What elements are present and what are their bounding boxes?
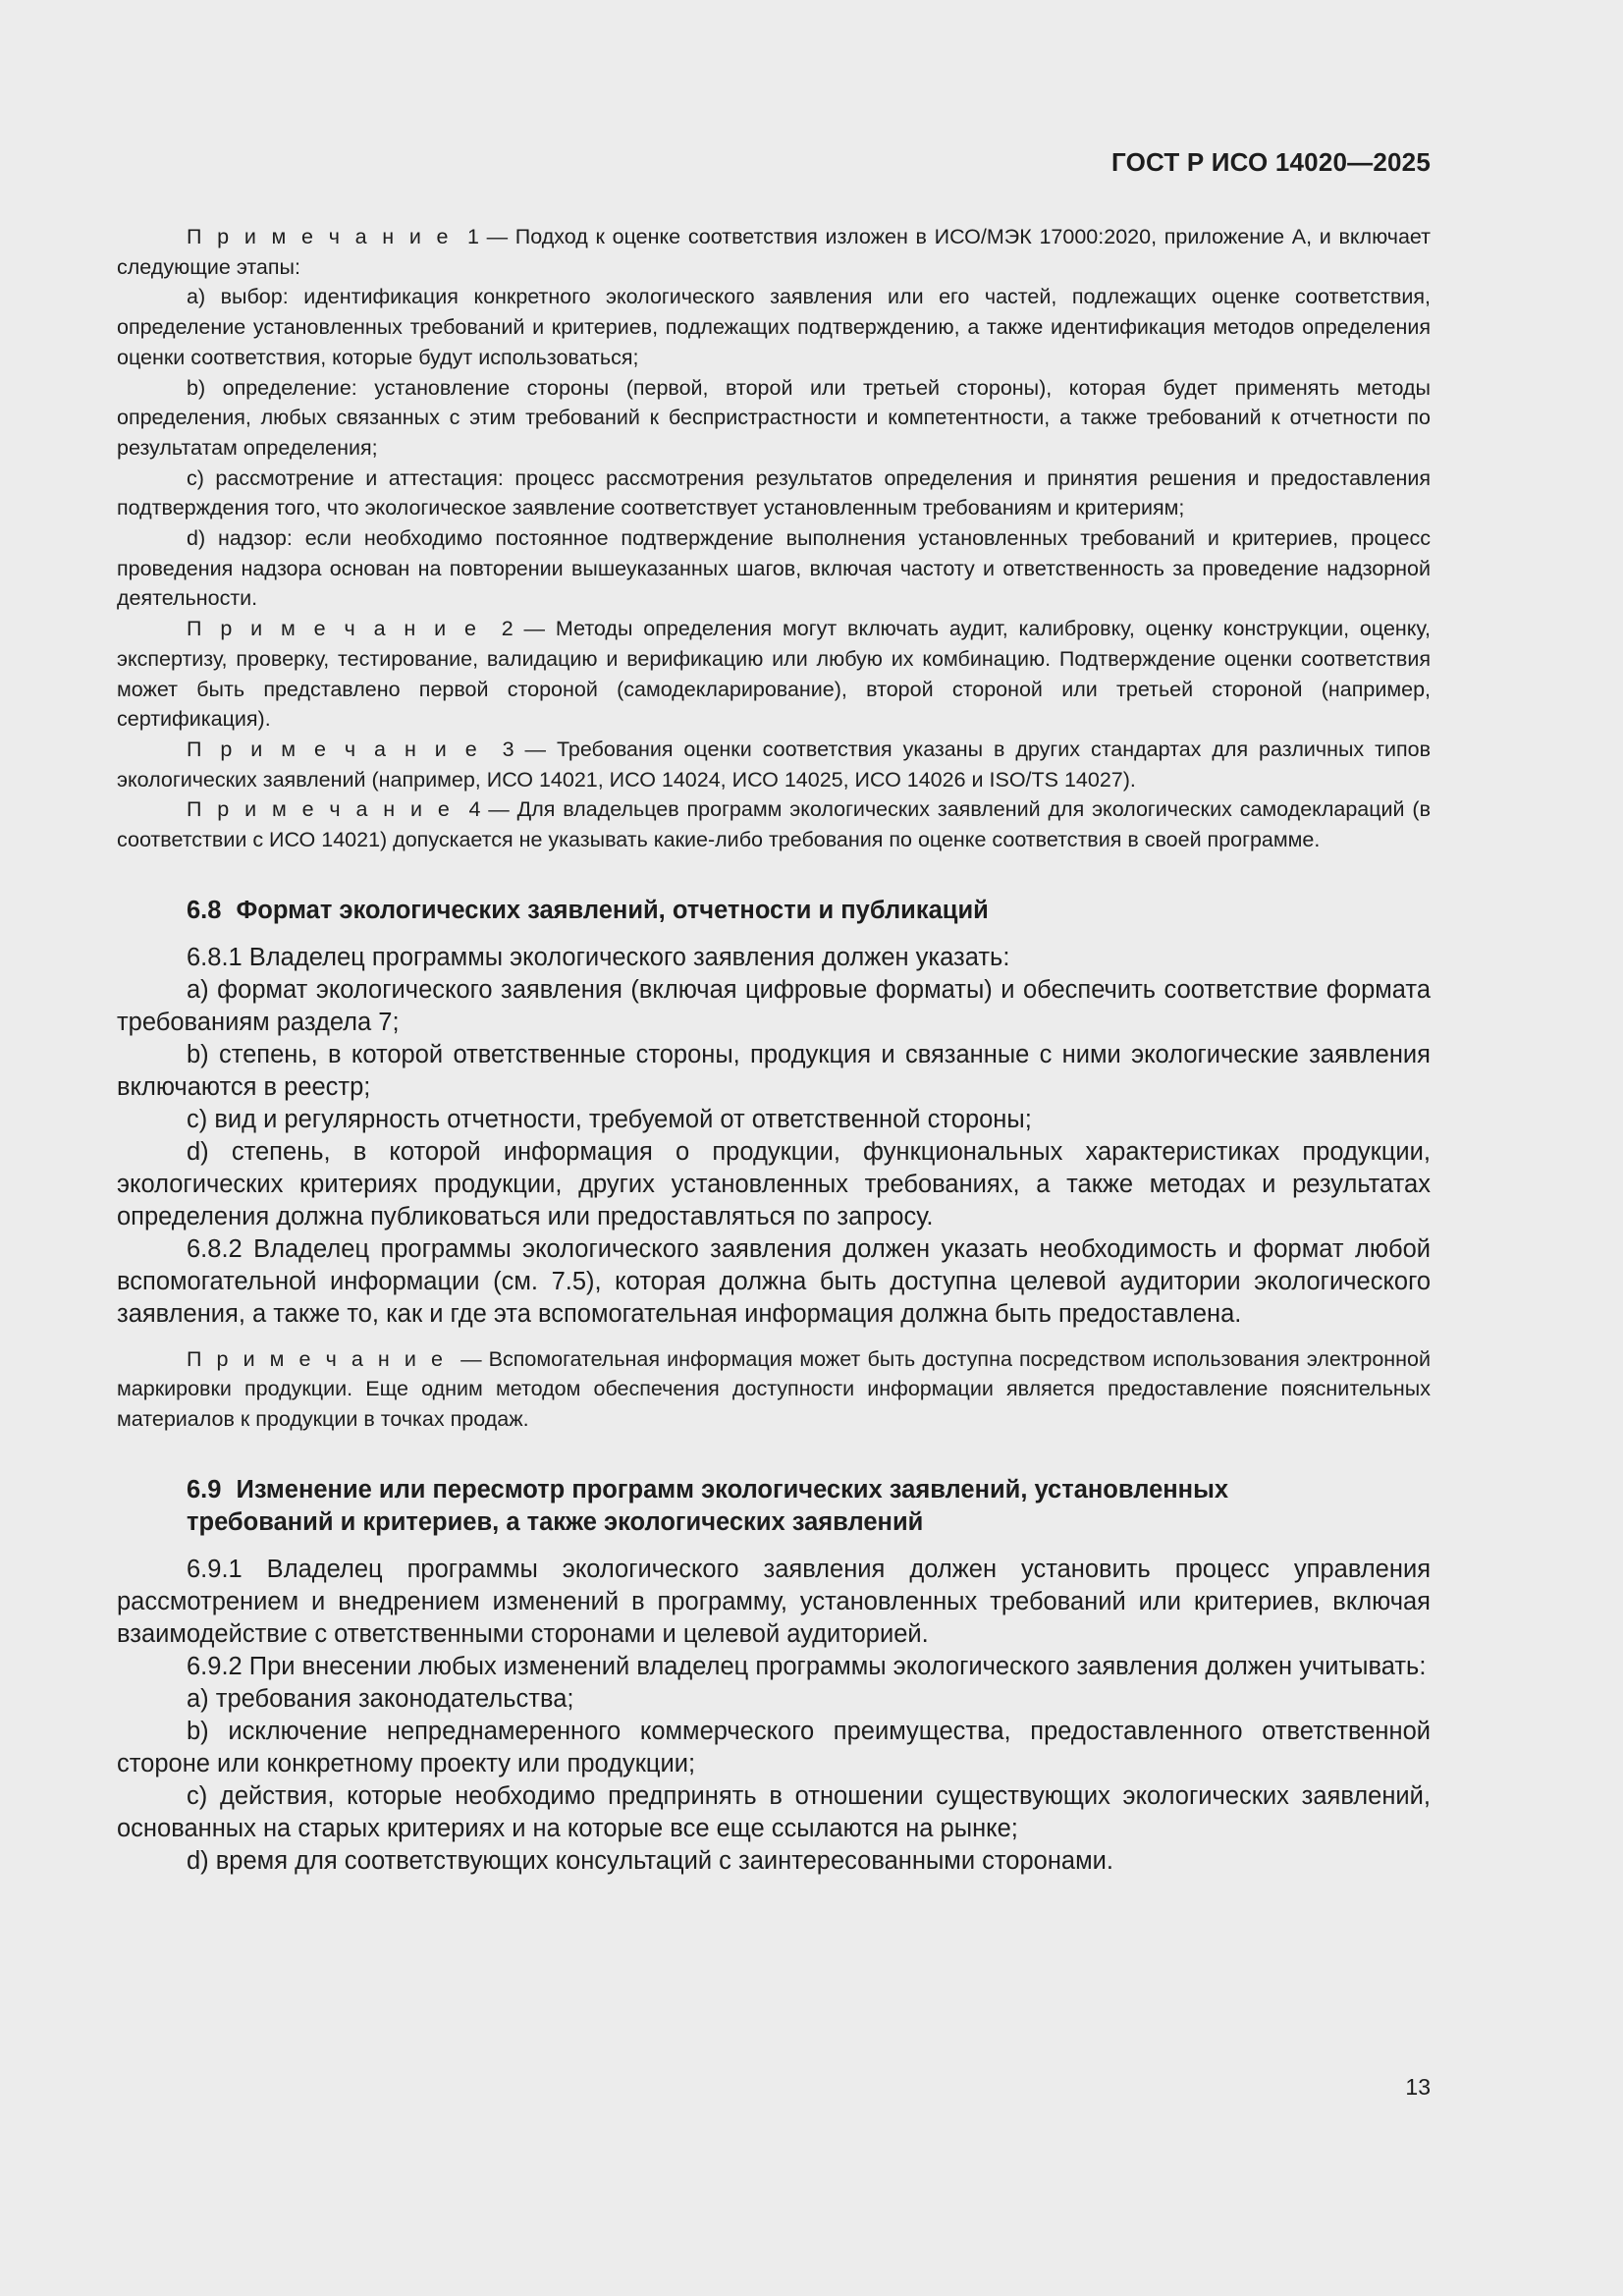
- list-item-b: b) исключение непреднамеренного коммерческого преимущества, предоставленного ответственной стороне или конкретному проекту или продукции;: [117, 1717, 1431, 1777]
- note-label: П р и м е ч а н и е: [187, 617, 480, 641]
- note: [117, 1344, 1431, 1435]
- list-item-c: c) вид и регулярность отчетности, требуемой от ответственной стороны;: [187, 1105, 1032, 1133]
- section-6-9-body: [117, 1554, 1431, 1878]
- section-number: 6.8: [187, 896, 222, 924]
- note-label: П р и м е ч а н и е: [187, 225, 453, 248]
- document-header: ГОСТ Р ИСО 14020—2025: [1110, 147, 1431, 177]
- note-text: 2 — Методы определения могут включать аудит, калибровку, оценку конструкции, оценку, экспертизу, проверку, тестирование, валидацию и верификацию или любую их комбинацию. Подтверждение оценки соответствия может быть представлено первой стороной (самодекларирование), второй стороной или третьей стороной (например, сертификация).: [117, 617, 1432, 732]
- note-1-item-c: c) рассмотрение и аттестация: процесс рассмотрения результатов определения и принятия решения и предоставления подтверждения того, что экологическое заявление соответствует установленным требованиям и критериям;: [117, 465, 1431, 520]
- section-title: Формат экологических заявлений, отчетности и публикаций: [236, 896, 989, 924]
- section-number: 6.9: [187, 1475, 222, 1503]
- paragraph-6-8-1: 6.8.1 Владелец программы экологического заявления должен указать:: [187, 943, 1010, 971]
- note-4: [117, 794, 1431, 854]
- paragraph-6-9-1: 6.9.1 Владелец программы экологического заявления должен установить процесс управления рассмотрением и внедрением изменений в программу, установленных требований или критериев, включая взаимодействие с ответственными сторонами и целевой аудиторией.: [117, 1555, 1431, 1648]
- paragraph-6-8-2: 6.8.2 Владелец программы экологического заявления должен указать необходимость и формат любой вспомогательной информации (см. 7.5), которая должна быть доступна целевой аудитории экологического заявления, а также то, как и где эта вспомогательная информация должна быть предоставлена.: [117, 1234, 1431, 1328]
- note-1-item-a: a) выбор: идентификация конкретного экологического заявления или его частей, подлежащих оценке соответствия, определение установленных требований и критериев, подлежащих подтверждению, а также идентификация методов определения оценки соответствия, которые будут использоваться;: [117, 285, 1431, 369]
- note-label: П р и м е ч а н и е: [187, 1346, 447, 1371]
- note-3: [117, 735, 1431, 794]
- note-1: [117, 222, 1431, 282]
- document-content: [117, 222, 1431, 1878]
- note-label: П р и м е ч а н и е: [187, 797, 454, 822]
- paragraph-6-9-2: 6.9.2 При внесении любых изменений владелец программы экологического заявления должен учитывать:: [187, 1652, 1427, 1680]
- note-text: 1 — Подход к оценке соответствия изложен в ИСО/МЭК 17000:2020, приложение А, и включает следующие этапы:: [117, 225, 1431, 279]
- note-text: — Вспомогательная информация может быть доступна посредством использования электронной маркировки продукции. Еще одним методом обеспечения доступности информации является предоставление пояснительных материалов к продукции в точках продаж.: [117, 1346, 1432, 1432]
- list-item-d: d) степень, в которой информация о продукции, функциональных характеристиках продукции, экологических критериях продукции, других установленных требованиях, а также методах и результатах определения должна публиковаться или предоставляться по запросу.: [117, 1137, 1431, 1230]
- list-item-b: b) степень, в которой ответственные стороны, продукция и связанные с ними экологические заявления включаются в реестр;: [117, 1040, 1431, 1101]
- list-item-a: a) требования законодательства;: [187, 1684, 574, 1713]
- page-number: 13: [1405, 2074, 1431, 2100]
- notes-block: [117, 222, 1431, 855]
- note-label: П р и м е ч а н и е: [187, 737, 481, 761]
- section-6-9-heading: [117, 1474, 1431, 1539]
- note-text: 3 — Требования оценки соответствия указаны в других стандартах для различных типов экологических заявлений (например, ИСО 14021, ИСО 14024, ИСО 14025, ИСО 14026 и ISO/TS 14027).: [117, 737, 1432, 792]
- section-title-line2: требований и критериев, а также экологических заявлений: [187, 1507, 924, 1536]
- note-1-item-d: d) надзор: если необходимо постоянное подтверждение выполнения установленных требований и критериев, процесс проведения надзора основан на повторении вышеуказанных шагов, включая частоту и ответственность за проведение надзорной деятельности.: [117, 526, 1431, 611]
- section-6-8-heading: [117, 895, 1431, 927]
- section-6-8-note: [117, 1344, 1431, 1435]
- list-item-a: a) формат экологического заявления (включая цифровые форматы) и обеспечить соответствие формата требованиям раздела 7;: [117, 975, 1431, 1036]
- section-6-8-body: [117, 942, 1431, 1331]
- note-text: 4 — Для владельцев программ экологических заявлений для экологических самодеклараций (в соответствии с ИСО 14021) допускается не указывать какие-либо требования по оценке соответствия в своей программе.: [117, 797, 1431, 852]
- section-title-line1: Изменение или пересмотр программ экологических заявлений, установленных: [236, 1475, 1229, 1503]
- note-2: [117, 614, 1431, 735]
- list-item-d: d) время для соответствующих консультаций с заинтересованными сторонами.: [187, 1846, 1113, 1875]
- note-1-item-b: b) определение: установление стороны (первой, второй или третьей стороны), которая будет применять методы определения, любых связанных с этим требований к беспристрастности и компетентности, а также требований к отчетности по результатам определения;: [117, 375, 1431, 460]
- list-item-c: c) действия, которые необходимо предпринять в отношении существующих экологических заявлений, основанных на старых критериях и на которые все еще ссылаются на рынке;: [117, 1781, 1431, 1842]
